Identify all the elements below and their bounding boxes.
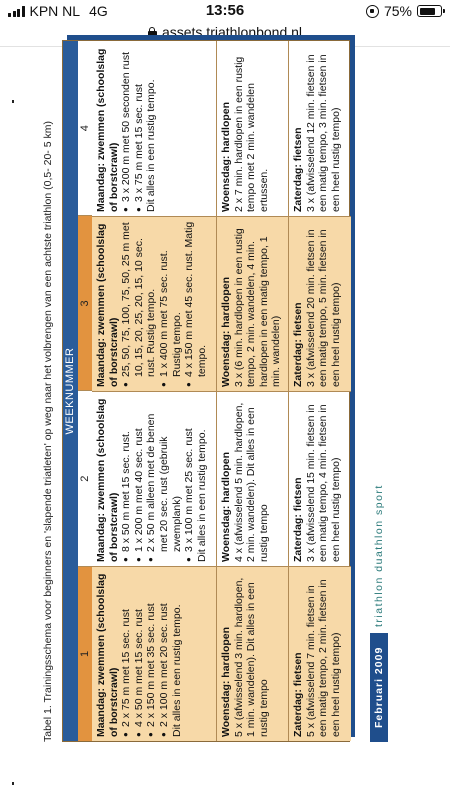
cell-note: Dit alles in een rustig tempo. — [170, 604, 183, 737]
page-footer — [370, 42, 390, 742]
exercise-list — [120, 571, 170, 737]
schedule-cell — [217, 216, 289, 391]
day-heading: Woensdag: hardlopen — [220, 101, 232, 212]
week-number: 1 — [78, 566, 92, 741]
day-heading: Woensdag: hardlopen — [220, 626, 232, 737]
week-number-row — [78, 41, 92, 741]
exercise-item: ● 2 x 150 m met 35 sec. rust — [145, 571, 158, 737]
schedule-cell — [289, 391, 351, 566]
exercise-item: ● 8 x 50 m met 15 sec. rust. — [120, 396, 133, 562]
schedule-cell — [92, 41, 217, 216]
cell-note: 2 x 7 min. hardlopen in een rustig tempo met 2 min. wandelen ertussen. — [232, 56, 270, 212]
week-banner: WEEKNUMMER — [63, 41, 78, 741]
cell-note: Dit alles in een rustig tempo. — [145, 79, 158, 212]
exercise-item: ● 2 x 50 m alleen met de benen met 20 sec. rust (gebruik zwemplank) — [145, 396, 183, 562]
exercise-item: ● 3 x 75 m met 15 sec. rust — [133, 45, 146, 212]
exercise-item: ● 1 x 200 m met 40 sec. rust — [133, 396, 146, 562]
exercise-item: ● 2 x 75 m met 15 sec. rust — [120, 571, 133, 737]
day-heading: Zaterdag: fietsen — [292, 302, 304, 387]
week-number: 2 — [78, 391, 92, 566]
cell-note: 3 x (6 min. hardlopen in een rustig tempo, 2 min. wandelen, 4 min. hardlopen in een matig tempo, 1 min. wandelen) — [232, 228, 283, 387]
document-page — [40, 30, 412, 750]
exercise-item: ● 3 x 200 m met 50 seconden rust — [120, 45, 133, 212]
week-number: 4 — [78, 41, 92, 215]
exercise-list — [120, 396, 196, 562]
battery-percent: 75% — [383, 3, 412, 19]
day-heading: Maandag: zwemmen (schoolslag of borstcrawl) — [95, 48, 120, 212]
cell-note: 3 x (afwisselend 20 min. fietsen in een matig tempo, 5 min. fietsen in een heel rustig tempo) — [304, 229, 342, 387]
cell-note: 4 x (afwisselend 5 min. hardlopen, 2 min. wandelen). Dit alles in een rustig tempo — [232, 402, 270, 562]
schedule-cell — [217, 566, 289, 741]
schedule-grid — [92, 41, 351, 741]
exercise-item: ● 4 x 150 m met 45 sec. rust. Matig tempo. — [183, 221, 208, 387]
schedule-cell — [217, 391, 289, 566]
day-heading: Zaterdag: fietsen — [292, 652, 304, 737]
schedule-cell — [289, 41, 351, 216]
schedule-cell — [289, 566, 351, 741]
page-mark — [12, 100, 14, 103]
day-heading: Woensdag: hardlopen — [220, 276, 232, 387]
schedule-cell — [92, 216, 217, 391]
footer-month: Februari 2009 — [370, 633, 388, 742]
schedule-cell — [92, 391, 217, 566]
schedule-cell — [217, 41, 289, 216]
exercise-item: ● 1 x 400 m met 75 sec. rust. Rustig tempo. — [158, 221, 183, 387]
table-caption: Tabel 1. Trainingsschema voor beginners en 'slapende triatleten' op weg naar het volbrengen van een achtste triathlon (0,5- 20- 5 km) — [42, 121, 54, 742]
battery-icon — [417, 5, 442, 17]
exercise-item: ● 2 x 100 m met 20 sec. rust — [158, 571, 171, 737]
network-label: 4G — [89, 3, 108, 19]
status-right — [366, 3, 442, 19]
exercise-item: ● 4 x 50 m met 15 sec. rust — [133, 571, 146, 737]
day-heading: Maandag: zwemmen (schoolslag of borstcrawl) — [95, 573, 120, 737]
carrier-label: KPN NL — [29, 3, 81, 19]
day-heading: Maandag: zwemmen (schoolslag of borstcrawl) — [95, 223, 120, 387]
status-bar — [0, 0, 450, 22]
training-table — [62, 40, 350, 742]
cell-note: 3 x (afwisselend 15 min. fietsen in een matig tempo, 4 min. fietsen in een heel rustig tempo) — [304, 404, 342, 562]
url-text[interactable]: assets.triathlonbond.nl — [161, 24, 303, 40]
cell-note: 5 x (afwisselend 3 min. hardlopen, 1 min. wandelen). Dit alles in een rustig tempo — [232, 577, 270, 737]
exercise-item: ● 25, 50, 75, 100, 75, 50, 25 m met 10, 15, 20, 25, 20, 15, 10 sec. rust. Rustig tempo. — [120, 221, 158, 387]
page-mark — [12, 782, 14, 785]
day-heading: Maandag: zwemmen (schoolslag of borstcrawl) — [95, 398, 120, 562]
day-heading: Zaterdag: fietsen — [292, 477, 304, 562]
cell-note: 3 x (afwisselend 12 min. fietsen in een matig tempo, 3 min. fietsen in een heel rustig tempo) — [304, 54, 342, 212]
rotation-lock-icon — [366, 5, 379, 18]
week-number: 3 — [78, 215, 92, 390]
cell-note: Dit alles in een rustig tempo. — [195, 429, 208, 562]
day-heading: Woensdag: hardlopen — [220, 451, 232, 562]
clock: 13:56 — [205, 2, 245, 19]
exercise-list — [120, 45, 145, 212]
day-heading: Zaterdag: fietsen — [292, 127, 304, 212]
cell-note: 5 x (afwisselend 7 min. fietsen in een matig tempo, 2 min. fietsen in een heel rustig tempo) — [304, 579, 342, 737]
exercise-item: ● 3 x 100 m met 25 sec. rust — [183, 396, 196, 562]
schedule-cell — [289, 216, 351, 391]
schedule-cell — [92, 566, 217, 741]
footer-brand: triathlon duathlon sport — [373, 484, 385, 627]
exercise-list — [120, 221, 208, 387]
